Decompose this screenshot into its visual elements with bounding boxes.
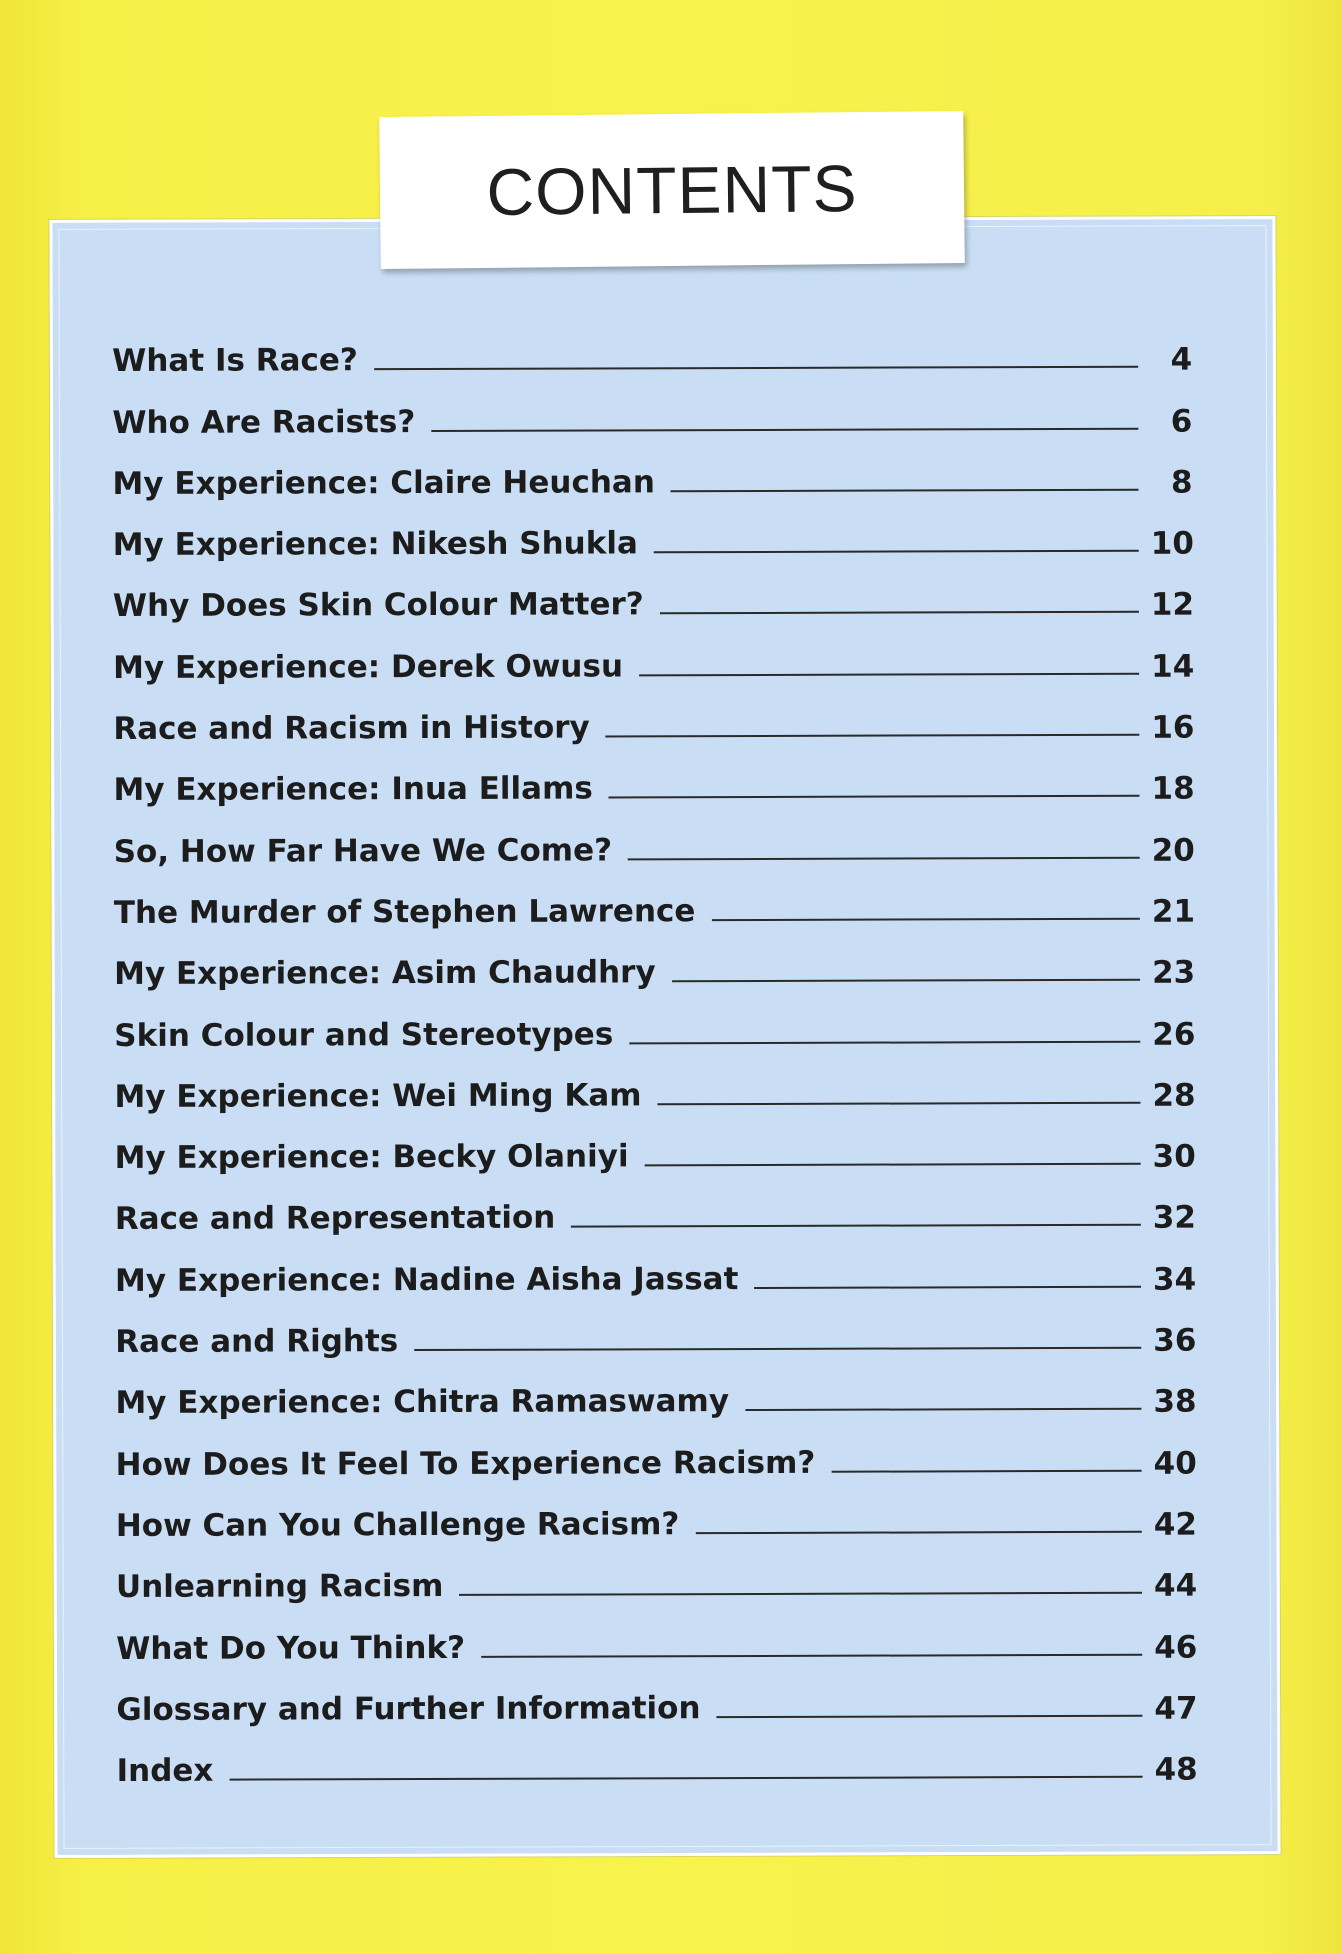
toc-entry-page-number: 30 [1152, 1138, 1196, 1175]
toc-entry-title: My Experience: Nadine Aisha Jassat [114, 1260, 739, 1299]
toc-entry[interactable] [113, 744, 1193, 809]
toc-leader-line [628, 856, 1140, 860]
toc-entry-page-number: 38 [1153, 1383, 1197, 1421]
toc-entry-title: My Experience: Nikesh Shukla [112, 525, 638, 564]
toc-entry[interactable] [116, 1602, 1196, 1667]
toc-leader-line [481, 1653, 1142, 1657]
toc-entry-title: Skin Colour and Stereotypes [114, 1015, 614, 1054]
toc-entry[interactable] [116, 1479, 1196, 1544]
toc-entry-page-number: 8 [1170, 464, 1193, 501]
toc-entry-page-number: 46 [1154, 1629, 1198, 1666]
toc-entry-page-number: 47 [1154, 1690, 1198, 1727]
toc-leader-line [717, 1715, 1143, 1718]
toc-entry-title: Race and Racism in History [113, 709, 590, 748]
toc-entry[interactable] [116, 1663, 1196, 1728]
toc-entry[interactable] [115, 1234, 1195, 1299]
toc-entry-page-number: 34 [1152, 1261, 1197, 1298]
toc-entry-page-number: 16 [1151, 709, 1195, 746]
toc-entry-title: Race and Rights [115, 1323, 399, 1361]
toc-leader-line [571, 1224, 1141, 1228]
toc-entry-page-number: 42 [1153, 1506, 1197, 1543]
toc-entry[interactable] [114, 805, 1194, 870]
toc-entry[interactable] [114, 928, 1194, 993]
toc-leader-line [629, 1040, 1140, 1044]
toc-entry-page-number: 14 [1151, 648, 1195, 685]
title-card [379, 111, 965, 269]
toc-entry-title: My Experience: Derek Owusu [113, 648, 624, 686]
toc-entry-page-number: 23 [1152, 954, 1196, 992]
toc-entry-title: My Experience: Becky Olaniyi [114, 1138, 629, 1177]
toc-entry-title: My Experience: Inua Ellams [113, 770, 593, 809]
toc-leader-line [229, 1776, 1142, 1781]
toc-entry-page-number: 48 [1154, 1751, 1198, 1788]
toc-entry[interactable] [114, 866, 1194, 931]
toc-entry-title: My Experience: Chitra Ramaswamy [115, 1383, 730, 1422]
toc-leader-line [671, 489, 1139, 492]
toc-entry-title: Why Does Skin Colour Matter? [112, 586, 644, 625]
toc-entry-page-number: 20 [1151, 832, 1195, 869]
toc-leader-line [754, 1286, 1141, 1289]
toc-leader-line [645, 1163, 1141, 1167]
page-title: CONTENTS [486, 151, 858, 229]
toc-entry[interactable] [115, 1418, 1195, 1483]
toc-entry-title: My Experience: Wei Ming Kam [114, 1077, 642, 1115]
toc-entry[interactable] [113, 560, 1193, 625]
toc-entry[interactable] [112, 315, 1192, 380]
toc-entry[interactable] [114, 1050, 1194, 1115]
toc-entry-title: Race and Representation [114, 1200, 556, 1238]
toc-entry-title: My Experience: Claire Heuchan [112, 464, 655, 502]
toc-entry[interactable] [115, 1173, 1195, 1238]
toc-entry-page-number: 26 [1152, 1016, 1196, 1053]
toc-entry[interactable] [113, 498, 1193, 563]
toc-entry[interactable] [115, 1357, 1195, 1422]
toc-entry[interactable] [116, 1541, 1196, 1606]
toc-entry-title: How Can You Challenge Racism? [115, 1506, 680, 1544]
toc-leader-line [660, 611, 1139, 615]
toc-entry-title: Index [116, 1752, 214, 1790]
table-of-contents [112, 315, 1197, 1790]
toc-leader-line [711, 918, 1139, 921]
toc-entry-title: The Murder of Stephen Lawrence [113, 893, 696, 931]
toc-leader-line [672, 979, 1140, 982]
toc-leader-line [609, 795, 1140, 799]
toc-entry-page-number: 12 [1150, 587, 1195, 624]
toc-entry[interactable] [112, 376, 1192, 441]
toc-entry-title: Who Are Racists? [112, 403, 416, 441]
toc-entry-page-number: 21 [1151, 893, 1196, 930]
toc-leader-line [831, 1469, 1141, 1472]
toc-entry-page-number: 40 [1153, 1445, 1197, 1482]
toc-entry-page-number: 44 [1153, 1567, 1198, 1604]
toc-leader-line [658, 1102, 1141, 1106]
toc-entry[interactable] [112, 437, 1192, 502]
toc-leader-line [695, 1531, 1141, 1534]
toc-entry-page-number: 18 [1151, 770, 1195, 808]
toc-entry[interactable] [114, 989, 1194, 1054]
toc-entry-page-number: 36 [1153, 1322, 1197, 1359]
toc-entry[interactable] [116, 1724, 1196, 1789]
toc-entry-page-number: 10 [1150, 525, 1194, 562]
toc-entry-title: My Experience: Asim Chaudhry [114, 954, 656, 993]
toc-entry[interactable] [115, 1111, 1195, 1176]
toc-leader-line [374, 366, 1138, 370]
toc-leader-line [606, 734, 1140, 738]
toc-entry[interactable] [115, 1295, 1195, 1360]
toc-entry-title: How Does It Feel To Experience Racism? [115, 1444, 816, 1483]
toc-entry-title: Unlearning Racism [115, 1568, 444, 1606]
toc-entry[interactable] [113, 682, 1193, 747]
toc-leader-line [745, 1408, 1141, 1411]
toc-leader-line [414, 1347, 1141, 1351]
toc-entry-title: Glossary and Further Information [116, 1689, 701, 1728]
toc-leader-line [459, 1592, 1142, 1596]
toc-entry-title: What Is Race? [112, 342, 358, 380]
toc-entry-page-number: 32 [1152, 1200, 1197, 1237]
toc-entry[interactable] [113, 621, 1193, 686]
toc-entry-page-number: 28 [1152, 1077, 1196, 1114]
toc-entry-page-number: 4 [1170, 341, 1193, 378]
toc-entry-title: What Do You Think? [116, 1629, 466, 1667]
toc-entry-title: So, How Far Have We Come? [113, 832, 613, 870]
toc-leader-line [654, 550, 1139, 554]
toc-entry-page-number: 6 [1170, 403, 1193, 440]
toc-leader-line [639, 673, 1139, 677]
toc-leader-line [431, 427, 1138, 431]
